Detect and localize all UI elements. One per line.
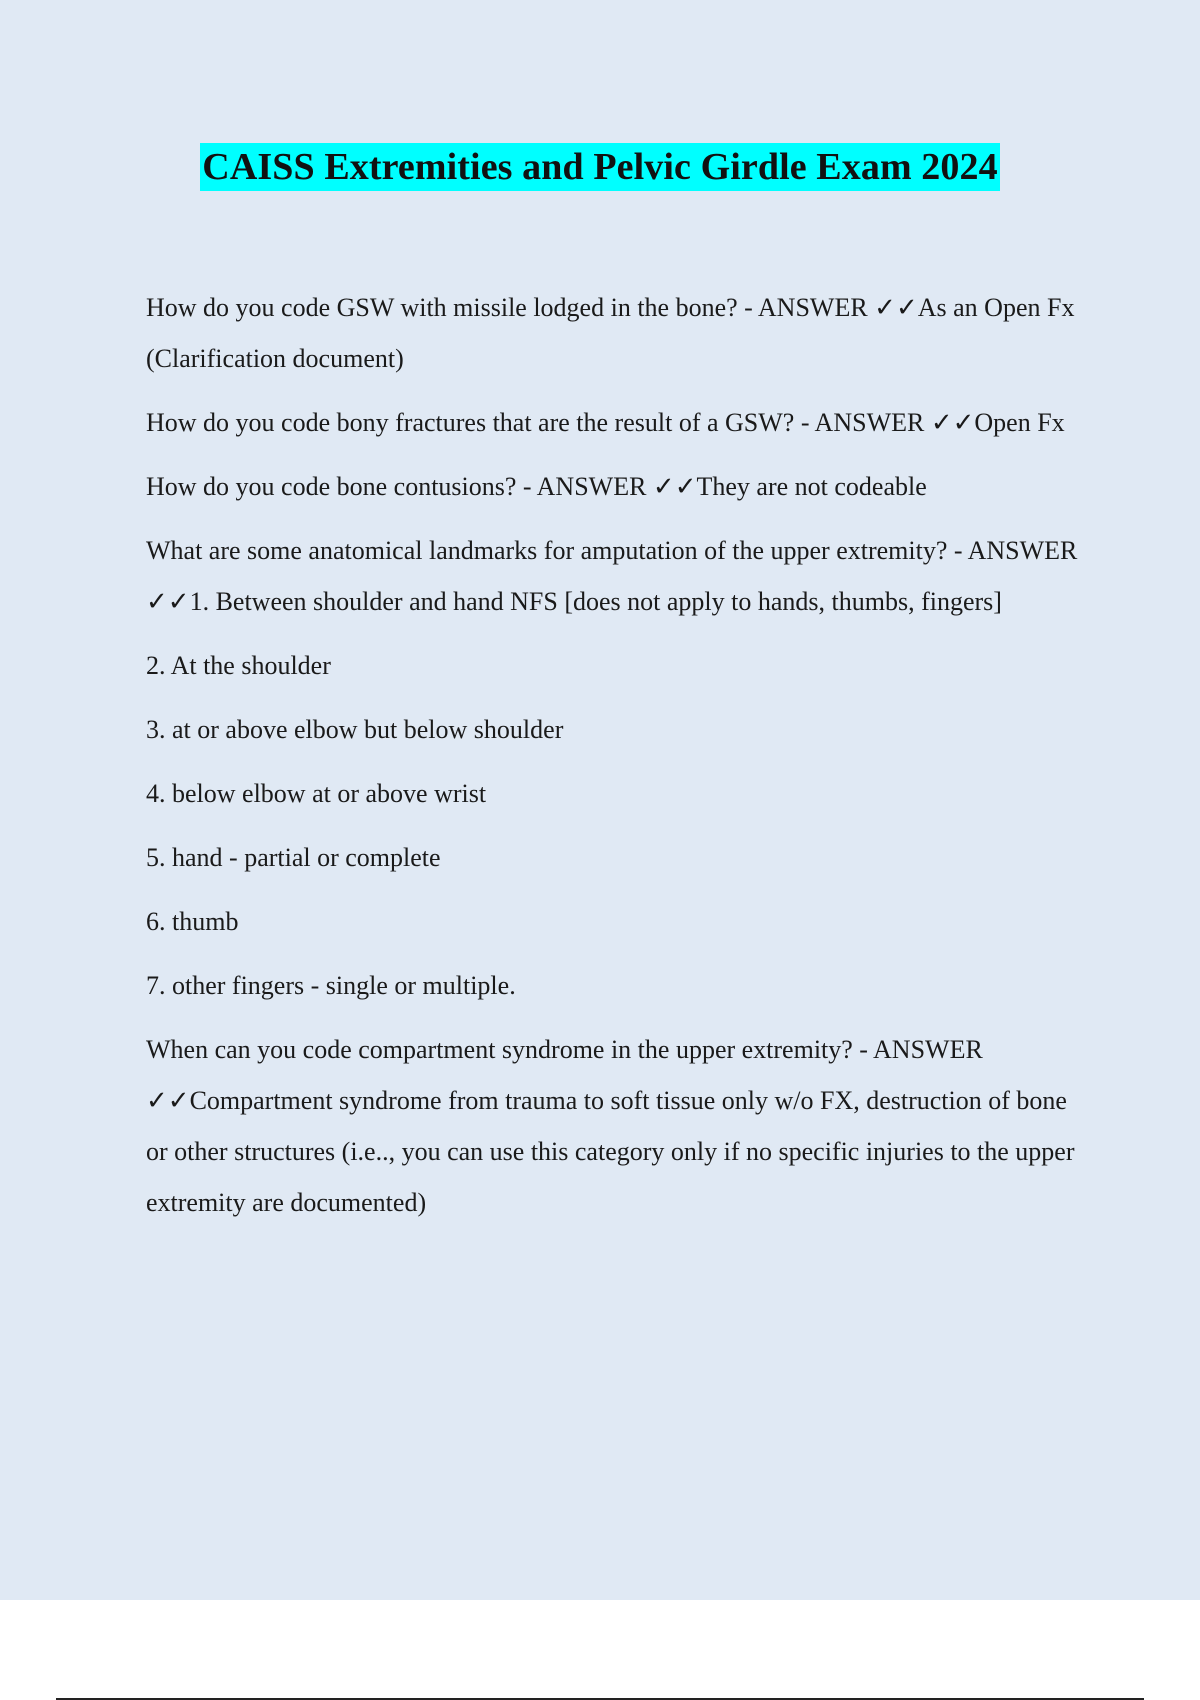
title-container — [0, 143, 1200, 191]
list-item-3: 3. at or above elbow but below shoulder — [146, 715, 564, 744]
paragraph-gsw-missile: How do you code GSW with missile lodged in the bone? - ANSWER ✓✓As an Open Fx (Clarification document) — [146, 293, 1075, 373]
paragraph-amputation-landmarks: What are some anatomical landmarks for amputation of the upper extremity? - ANSWER ✓✓1. Between shoulder and hand NFS [does not apply to hands, thumbs, fingers] — [146, 536, 1078, 616]
paragraph-compartment-syndrome: When can you code compartment syndrome in the upper extremity? - ANSWER ✓✓Compartment syndrome from trauma to soft tissue only w/o FX, destruction of bone or other structures (i.e.., you can use this category only if no specific injuries to the upper extremity are documented) — [146, 1035, 1075, 1217]
document-title: CAISS Extremities and Pelvic Girdle Exam 2024 — [200, 143, 999, 191]
list-item-4: 4. below elbow at or above wrist — [146, 779, 487, 808]
paragraph-bone-contusions: How do you code bone contusions? - ANSWER ✓✓They are not codeable — [146, 472, 927, 501]
list-item-6: 6. thumb — [146, 907, 239, 936]
document-body — [146, 282, 1086, 1241]
list-item-2: 2. At the shoulder — [146, 651, 331, 680]
list-item-7: 7. other fingers - single or multiple. — [146, 971, 516, 1000]
list-item-5: 5. hand - partial or complete — [146, 843, 441, 872]
paragraph-gsw-fractures: How do you code bony fractures that are the result of a GSW? - ANSWER ✓✓Open Fx — [146, 408, 1065, 437]
